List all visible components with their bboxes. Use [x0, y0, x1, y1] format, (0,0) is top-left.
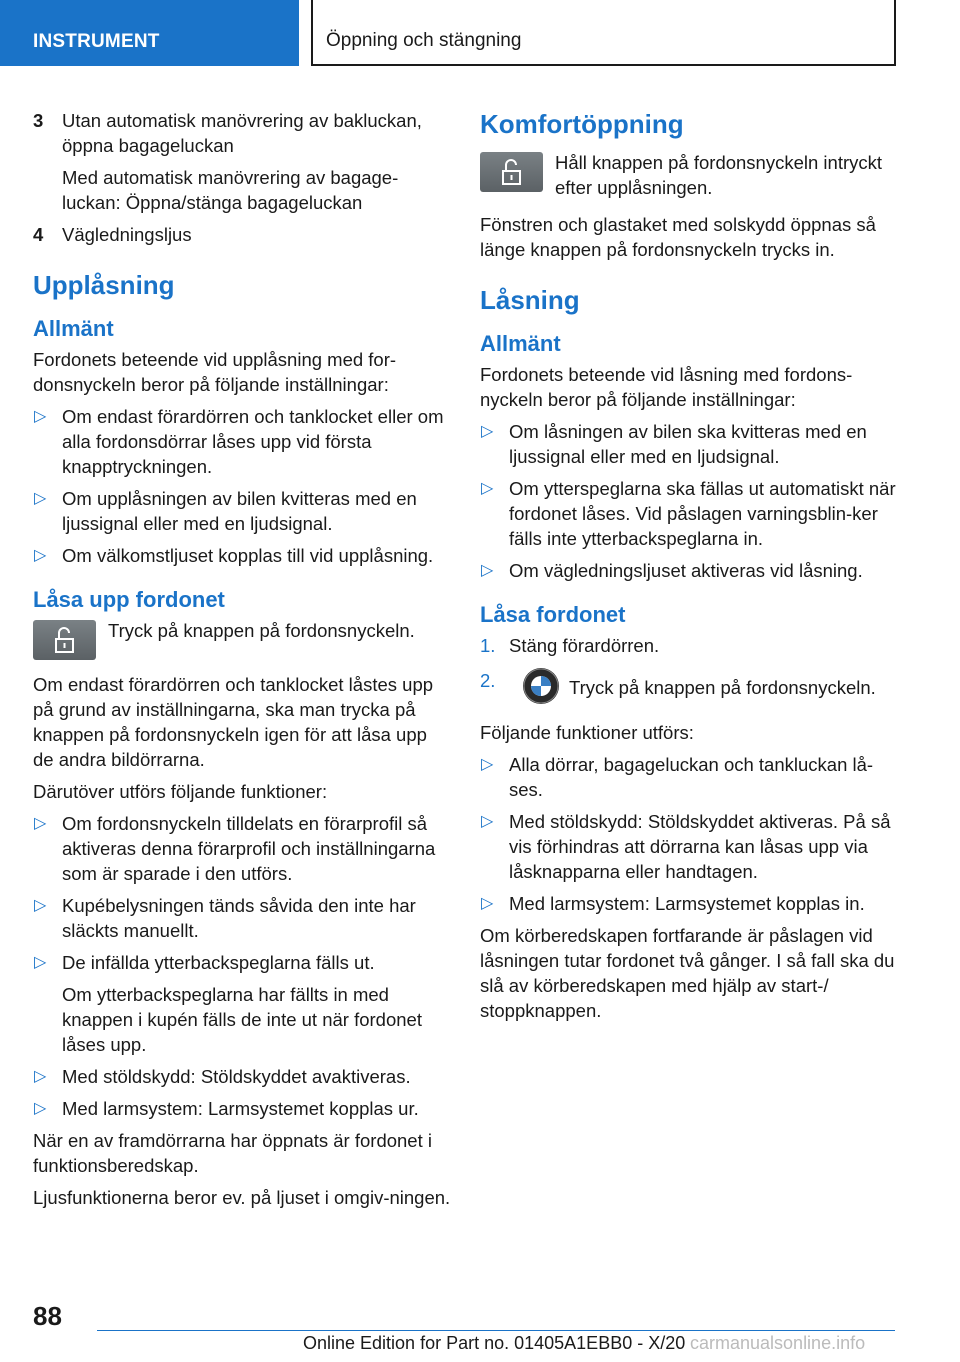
- bullet-text: Med larmsystem: Larmsystemet kopplas in.: [509, 893, 865, 914]
- bullet-item: [480, 476, 900, 551]
- bullet-item: [33, 893, 451, 943]
- triangle-bullet-icon: ▷: [34, 490, 47, 507]
- triangle-bullet-icon: ▷: [481, 756, 494, 773]
- section-tab: [0, 0, 299, 66]
- heading-lock-vehicle: Låsa fordonet: [480, 602, 626, 627]
- footer-edition: Online Edition for Part no. 01405A1EBB0 - X/20: [303, 1333, 686, 1353]
- item-subtext: Med automatisk manövrering av bagage-luckan: Öppna/stänga bagageluckan: [62, 167, 399, 213]
- bullet-text: Med stöldskydd: Stöldskyddet avaktiveras.: [62, 1066, 411, 1087]
- unlock-key-icon: [33, 620, 96, 660]
- bullet-text: Med stöldskydd: Stöldskyddet aktiveras. På så vis förhindras att dörrarna kan låsas upp via låsknapparna eller handtagen.: [509, 811, 891, 882]
- key-text: Håll knappen på fordonsnyckeln intryckt efter upplåsningen.: [555, 152, 883, 198]
- bullet-item: [33, 1096, 451, 1121]
- triangle-bullet-icon: ▷: [481, 480, 494, 497]
- chapter-title: Öppning och stängning: [326, 30, 522, 51]
- footer-divider: [97, 1330, 895, 1331]
- paragraph: Följande funktioner utförs:: [480, 722, 694, 743]
- bullet-item: [480, 752, 900, 802]
- paragraph: Fordonets beteende vid upplåsning med for-donsnyckeln beror på följande inställningar:: [33, 349, 397, 395]
- bullet-item: [33, 404, 451, 479]
- step-item: [480, 633, 900, 658]
- right-column: [480, 108, 900, 1030]
- item-text: Utan automatisk manövrering av bakluckan, öppna bagageluckan: [62, 110, 422, 156]
- key-instruction: [33, 618, 451, 660]
- paragraph: Ljusfunktionerna beror ev. på ljuset i omgiv-ningen.: [33, 1187, 451, 1208]
- triangle-bullet-icon: ▷: [34, 408, 47, 425]
- paragraph: När en av framdörrarna har öppnats är fordonet i funktionsberedskap.: [33, 1130, 432, 1176]
- section-label: INSTRUMENT: [33, 31, 160, 52]
- triangle-bullet-icon: ▷: [34, 1100, 47, 1117]
- paragraph: Därutöver utförs följande funktioner:: [33, 781, 328, 802]
- step-item: [480, 668, 900, 710]
- heading-comfort-opening: Komfortöppning: [480, 109, 684, 139]
- bullet-text: Om ytterspeglarna ska fällas ut automatiskt när fordonet låses. Vid påslagen varningsblin-ker fälls inte ytterbackspeglarna in.: [509, 478, 896, 549]
- step-text: Stäng förardörren.: [509, 635, 660, 656]
- page-number: 88: [33, 1301, 62, 1331]
- left-column: [33, 108, 451, 1217]
- bullet-item: [33, 543, 451, 568]
- bullet-item: [33, 486, 451, 536]
- bmw-key-icon: [523, 668, 559, 704]
- footer-watermark: carmanualsonline.info: [690, 1333, 866, 1353]
- bullet-text: Om upplåsningen av bilen kvitteras med en ljussignal eller med en ljudsignal.: [62, 488, 417, 534]
- bullet-item: [480, 891, 900, 916]
- step-number: 2.: [480, 670, 496, 691]
- chapter-tab: [311, 0, 896, 66]
- key-instruction: [480, 150, 900, 200]
- unlock-key-icon: [480, 152, 543, 192]
- triangle-bullet-icon: ▷: [34, 815, 47, 832]
- bullet-item: [480, 809, 900, 884]
- bullet-text: De infällda ytterbackspeglarna fälls ut.: [62, 952, 375, 973]
- bullet-item: [480, 419, 900, 469]
- heading-general: Allmänt: [480, 331, 561, 356]
- bullet-text: Om fordonsnyckeln tilldelats en förarprofil så aktiveras denna förarprofil och inställningarna som är sparade i den utförs.: [62, 813, 436, 884]
- triangle-bullet-icon: ▷: [481, 562, 494, 579]
- triangle-bullet-icon: ▷: [34, 1068, 47, 1085]
- bullet-text: Om låsningen av bilen ska kvitteras med en ljussignal eller med en ljudsignal.: [509, 421, 867, 467]
- bullet-item: [33, 811, 451, 886]
- step-text: Tryck på knappen på fordonsnyckeln.: [569, 676, 876, 698]
- bullet-text: Om endast förardörren och tanklocket eller om alla fordonsdörrar låses upp vid första knapptryckningen.: [62, 406, 444, 477]
- paragraph: Om körberedskapen fortfarande är påslagen vid låsningen tutar fordonet två gånger. I så fall ska du slå av körberedskapen med hjälp av start-/ stoppknappen.: [480, 925, 895, 1021]
- paragraph: Fönstren och glastaket med solskydd öppnas så länge knappen på fordonsnyckeln trycks in.: [480, 214, 876, 260]
- list-item: [33, 108, 451, 158]
- bullet-item: [33, 950, 451, 1057]
- bullet-text: Med larmsystem: Larmsystemet kopplas ur.: [62, 1098, 419, 1119]
- bullet-item: [33, 1064, 451, 1089]
- triangle-bullet-icon: ▷: [34, 897, 47, 914]
- heading-locking: Låsning: [480, 285, 580, 315]
- bullet-text: Om vägledningsljuset aktiveras vid låsning.: [509, 560, 863, 581]
- item-number: 3: [33, 110, 44, 131]
- bullet-text: Om välkomstljuset kopplas till vid upplåsning.: [62, 545, 434, 566]
- triangle-bullet-icon: ▷: [34, 547, 47, 564]
- bullet-text: Alla dörrar, bagageluckan och tankluckan lå-ses.: [509, 754, 874, 800]
- bullet-text: Kupébelysningen tänds såvida den inte har släckts manuellt.: [62, 895, 416, 941]
- step-number: 1.: [480, 635, 496, 656]
- triangle-bullet-icon: ▷: [481, 813, 494, 830]
- triangle-bullet-icon: ▷: [34, 954, 47, 971]
- heading-general: Allmänt: [33, 316, 114, 341]
- item-number: 4: [33, 224, 44, 245]
- item-text: Vägledningsljus: [62, 224, 192, 245]
- bullet-item: [480, 558, 900, 583]
- key-text: Tryck på knappen på fordonsnyckeln.: [108, 620, 415, 641]
- heading-unlock-vehicle: Låsa upp fordonet: [33, 587, 225, 612]
- heading-unlocking: Upplåsning: [33, 270, 175, 300]
- list-item: [33, 222, 451, 247]
- triangle-bullet-icon: ▷: [481, 895, 494, 912]
- paragraph: Fordonets beteende vid låsning med fordons-nyckeln beror på följande inställningar:: [480, 364, 853, 410]
- bullet-subtext: Om ytterbackspeglarna har fällts in med knappen i kupén fälls de inte ut när fordonet låses upp.: [62, 984, 422, 1055]
- triangle-bullet-icon: ▷: [481, 423, 494, 440]
- paragraph: Om endast förardörren och tanklocket låstes upp på grund av inställningarna, ska man trycka på knappen på fordonsnyckeln igen för att låsa upp de andra bildörrarna.: [33, 674, 434, 770]
